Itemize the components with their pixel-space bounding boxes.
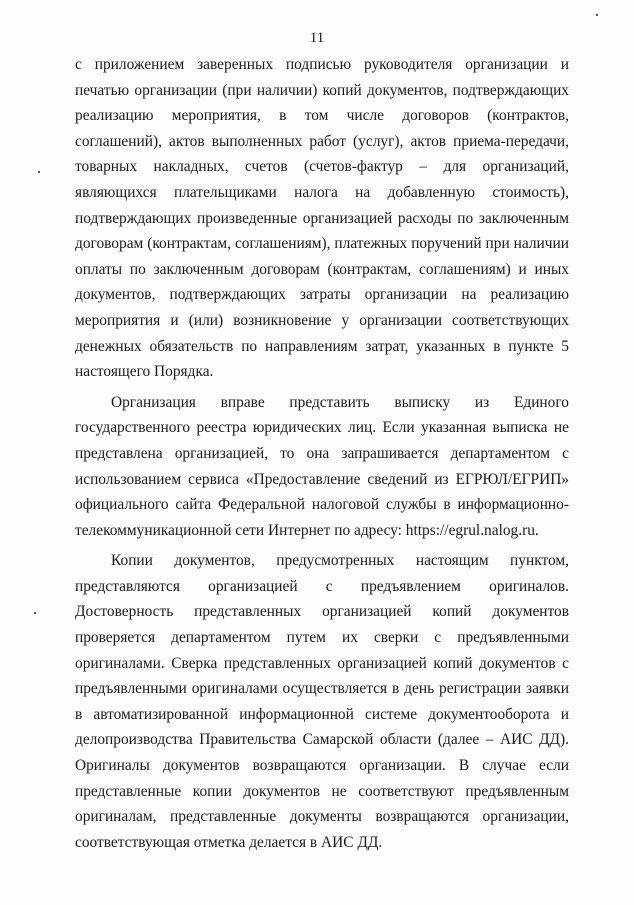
page-number: 11 bbox=[309, 30, 325, 46]
paragraph-continuation: с приложением заверенных подписью руководителя организации и печатью организации (при наличии) копий документов, подтверждающих реализацию мероприятия, в том числе договоров (контрактов, соглашений), актов выполненных работ (услуг), актов приема-передачи, товарных накладных, счетов (счетов-фактур – для организаций, являющихся плательщиками налога на добавленную стоимость), подтверждающих произведенные организацией расходы по заключенным договорам (контрактам, соглашениям), платежных поручений при наличии оплаты по заключенным договорам (контрактам, соглашениям) и иных документов, подтверждающих затраты организации на реализацию мероприятия и (или) возникновение у организации соответствующих денежных обязательств по направлениям затрат, указанных в пункте 5 настоящего Порядка. bbox=[75, 56, 569, 381]
scan-speck bbox=[38, 171, 40, 173]
scan-speck bbox=[596, 14, 598, 16]
scan-speck bbox=[34, 612, 36, 614]
document-body bbox=[75, 52, 569, 855]
paragraph-document-copies: Копии документов, предусмотренных настоящим пунктом, представляются организацией с предъявлением оригиналов. Достоверность представленных организацией копий документов проверяется департаментом путем их сверки с предъявленными оригиналами. Сверка представленных организацией копий документов с предъявленными оригиналами осуществляется в день регистрации заявки в автоматизированной информационной системе документооборота и делопроизводства Правительства Самарской области (далее – АИС ДД). Оригиналы документов возвращаются организации. В случае если представленные копии документов не соответствуют предъявленным оригиналам, представленные документы возвращаются организации, соответствующая отметка делается в АИС ДД. bbox=[75, 552, 569, 851]
paragraph-egrul-extract: Организация вправе представить выписку из Единого государственного реестра юридических лиц. Если указанная выписка не представлена организацией, то она запрашивается департаментом с использованием сервиса «Предоставление сведений из ЕГРЮЛ/ЕГРИП» официального сайта Федеральной налоговой службы в информационно-телекоммуникационной сети Интернет по адресу: https://egrul.nalog.ru. bbox=[75, 393, 569, 539]
